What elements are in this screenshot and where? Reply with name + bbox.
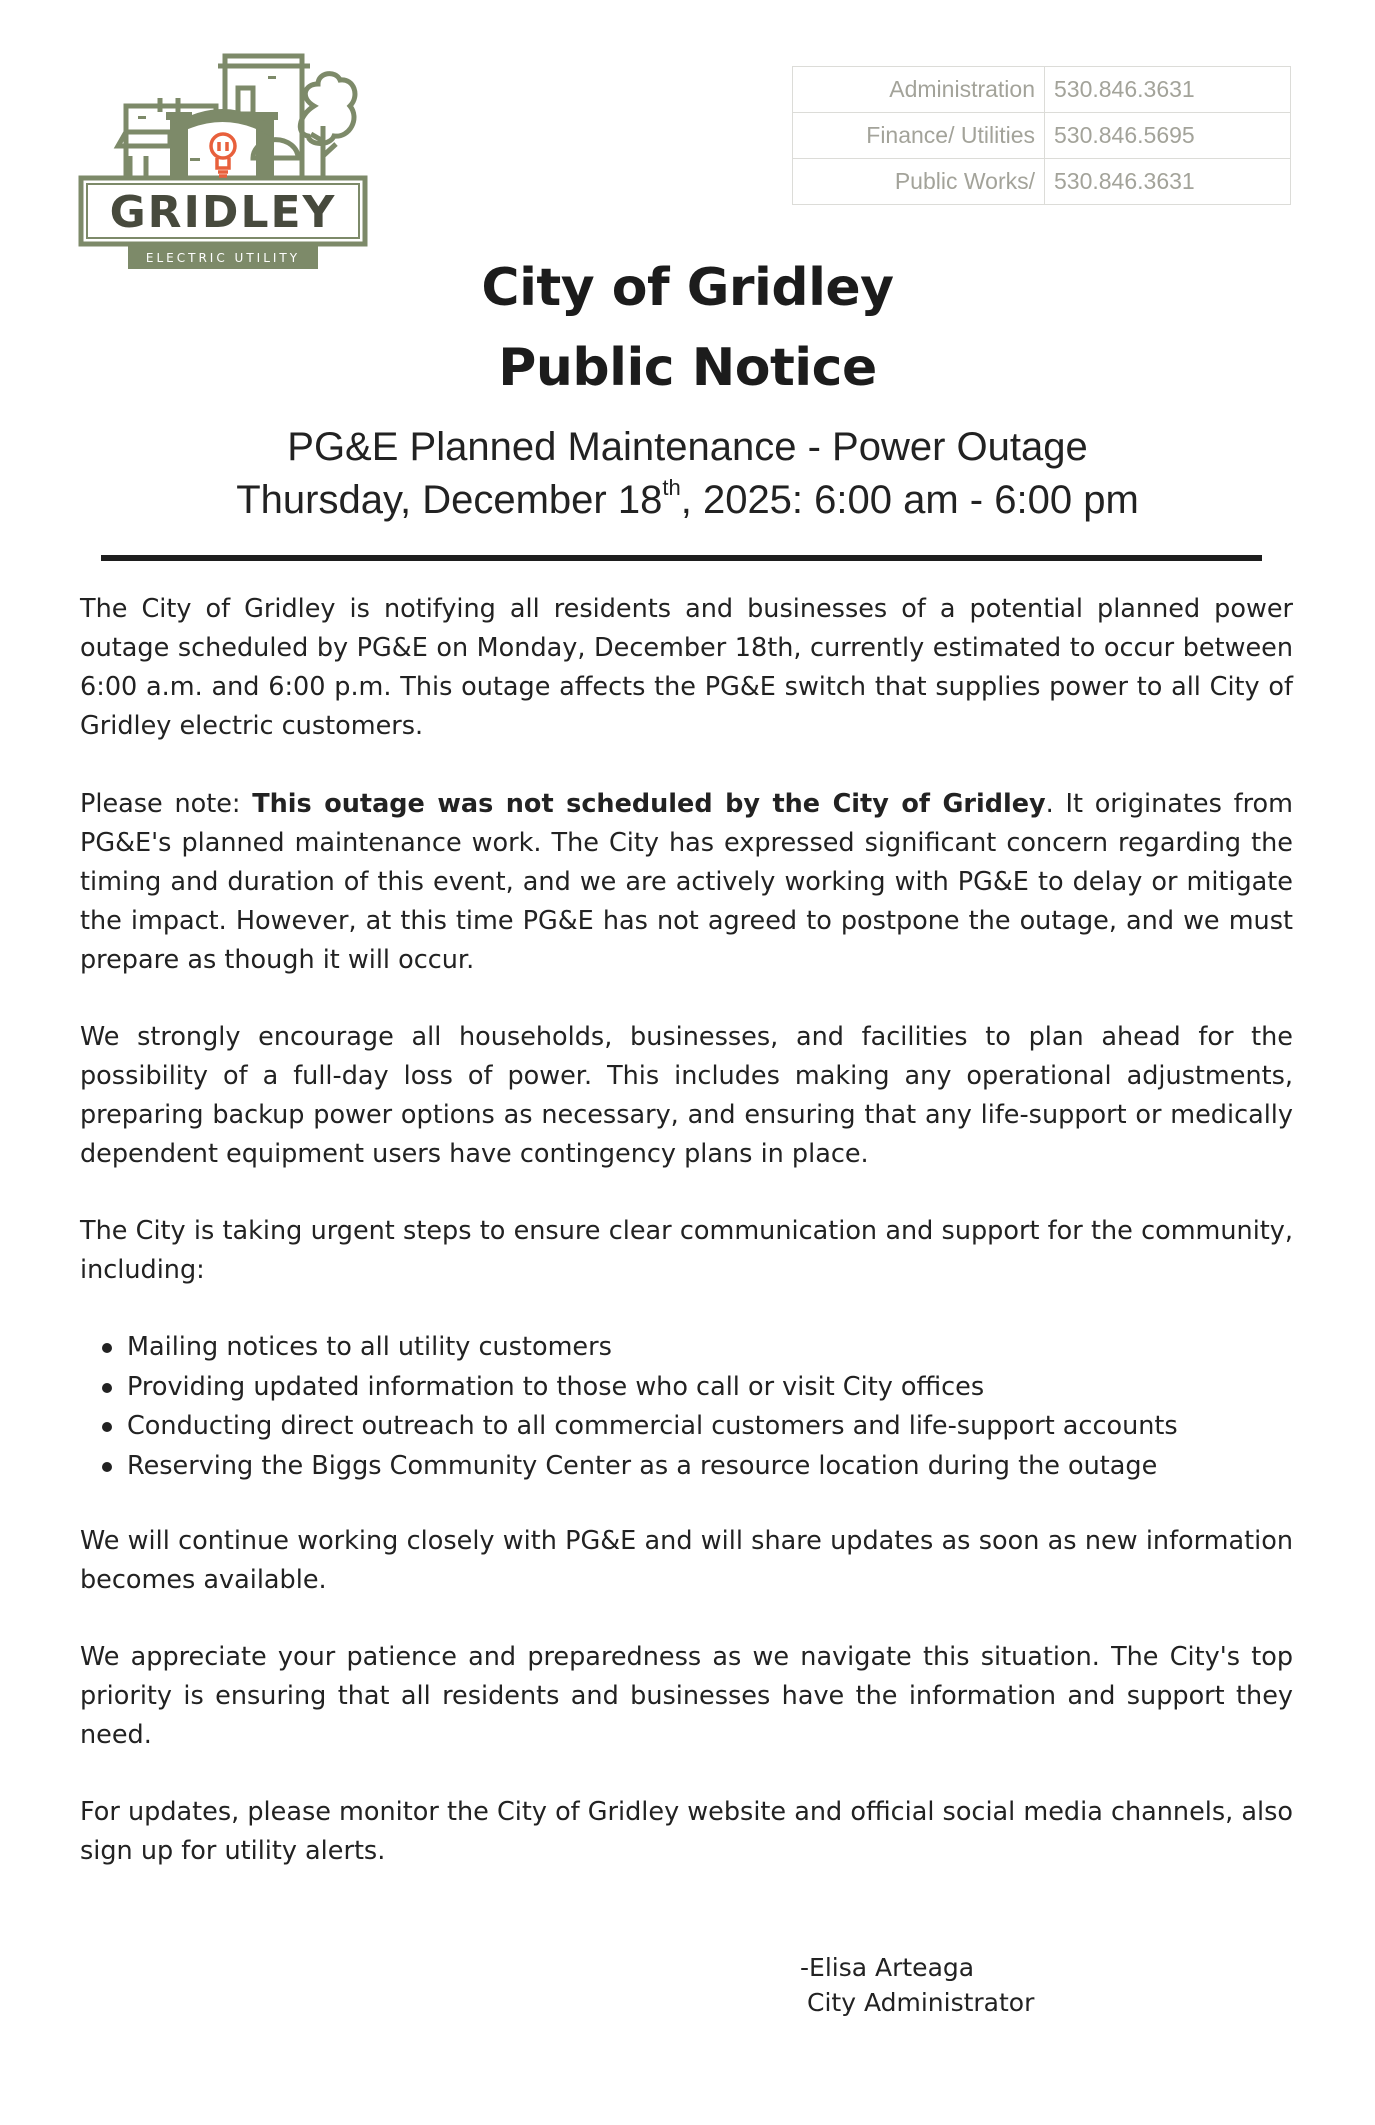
signatory-title: City Administrator	[807, 1988, 1035, 2017]
bullet-icon	[102, 1422, 112, 1432]
list-item	[80, 1368, 1178, 1408]
gridley-electric-utility-logo	[78, 46, 368, 276]
contact-label: Administration	[793, 67, 1045, 113]
date-rest: , 2025: 6:00 am - 6:00 pm	[680, 478, 1139, 522]
notice-subtitle: PG&E Planned Maintenance - Power Outage	[287, 425, 1088, 469]
paragraph-updates: We will continue working closely with PG&E and will share updates as soon as new information becomes available.	[80, 1526, 1293, 1595]
list-item-text: Mailing notices to all utility customers	[127, 1332, 612, 1362]
page-title: City of Gridley	[481, 258, 894, 318]
list-item-text: Providing updated information to those who call or visit City offices	[127, 1371, 985, 1402]
header-divider	[101, 555, 1262, 561]
logo-wordmark: GRIDLEY	[109, 187, 337, 238]
paragraph-city-steps: The City is taking urgent steps to ensure clear communication and support for the community, including:	[80, 1216, 1293, 1285]
signatory-name: -Elisa Arteaga	[800, 1953, 975, 1982]
contact-phone[interactable]: 530.846.3631	[1045, 67, 1291, 113]
date-prefix: Thursday, December 18	[236, 478, 663, 522]
contact-phone[interactable]: 530.846.5695	[1045, 113, 1291, 159]
paragraph-note	[80, 785, 1293, 980]
note-rest: . It originates from PG&E's planned maintenance work. The City has expressed significant concern regarding the timing and duration of this event, and we are actively working with PG&E to delay or mitigate the impact. However, at this time PG&E has not agreed to postpone the outage, and we must prepare as though it will occur.	[80, 789, 1293, 975]
paragraph-intro: The City of Gridley is notifying all residents and businesses of a potential planned power outage scheduled by PG&E on Monday, December 18th, currently estimated to occur between 6:00 a.m. and 6:00 p.m. This outage affects the PG&E switch that supplies power to all City of Gridley electric customers.	[80, 594, 1293, 741]
paragraph-preparation: We strongly encourage all households, businesses, and facilities to plan ahead for the possibility of a full-day loss of power. This includes making any operational adjustments, preparing backup power options as necessary, and ensuring that any life-support or medically dependent equipment users have contingency plans in place.	[80, 1022, 1293, 1169]
city-steps-list	[80, 1328, 1178, 1486]
list-item	[80, 1407, 1178, 1447]
paragraph-appreciation: We appreciate your patience and preparedness as we navigate this situation. The City's top priority is ensuring that all residents and businesses have the information and support they need.	[80, 1642, 1293, 1750]
bullet-icon	[102, 1383, 112, 1393]
list-item-text: Conducting direct outreach to all commercial customers and life-support accounts	[127, 1411, 1178, 1441]
city-buildings-icon	[78, 46, 368, 276]
contact-phone-table	[792, 66, 1291, 205]
note-lead: Please note:	[80, 789, 253, 819]
signature-block	[800, 1950, 1034, 2020]
date-ordinal-suffix: th	[662, 475, 681, 500]
contact-label: Public Works/	[793, 159, 1045, 205]
list-item	[80, 1328, 1178, 1368]
list-item-text: Reserving the Biggs Community Center as a resource location during the outage	[127, 1450, 1158, 1481]
bullet-icon	[102, 1462, 112, 1472]
paragraph-monitor: For updates, please monitor the City of Gridley website and official social media channels, also sign up for utility alerts.	[80, 1797, 1293, 1866]
bullet-icon	[102, 1343, 112, 1353]
contact-label: Finance/ Utilities	[793, 113, 1045, 159]
contact-row	[793, 113, 1291, 159]
contact-phone[interactable]: 530.846.3631	[1045, 159, 1291, 205]
logo-tagline: ELECTRIC UTILITY	[145, 251, 301, 265]
note-emphasis: This outage was not scheduled by the City of Gridley	[252, 789, 1046, 819]
page-title-secondary: Public Notice	[498, 338, 877, 398]
list-item	[80, 1447, 1178, 1487]
contact-row	[793, 67, 1291, 113]
contact-row	[793, 159, 1291, 205]
outage-date-time	[0, 475, 1375, 523]
